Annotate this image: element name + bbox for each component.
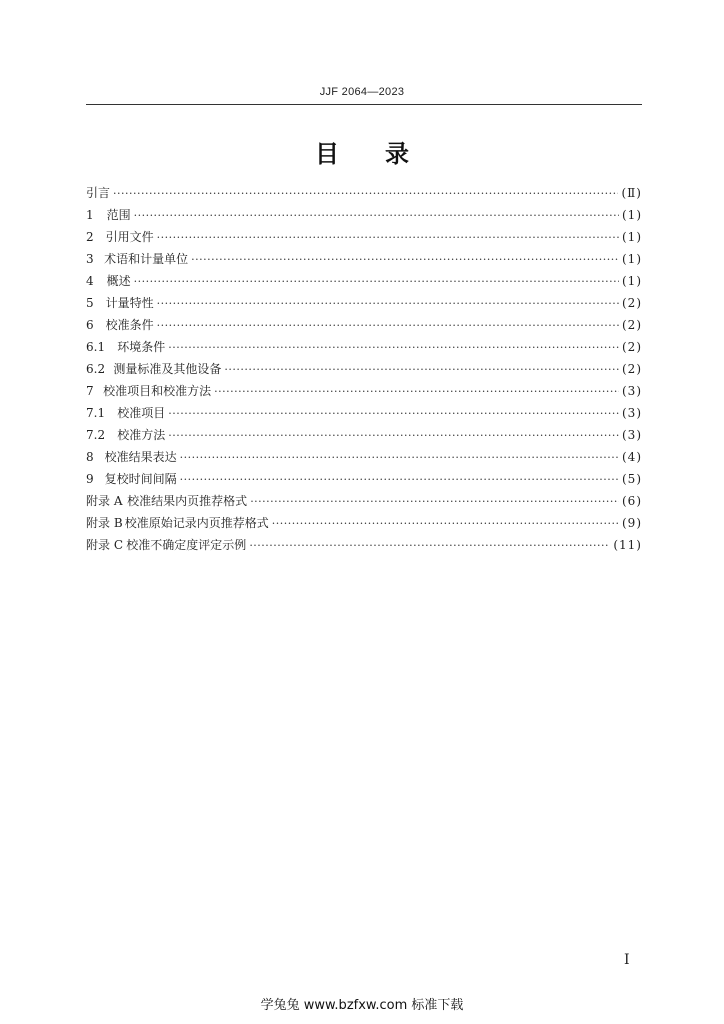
toc-dot-leader (250, 491, 619, 513)
title-char-1: 目 (315, 140, 339, 168)
toc-entry[interactable] (86, 490, 642, 512)
toc-entry[interactable] (86, 468, 642, 490)
standard-code: JJF 2064—2023 (319, 86, 405, 98)
toc-entry-number: 2 (86, 230, 94, 244)
toc-entry-page: (1) (622, 274, 642, 288)
toc-entry[interactable] (86, 534, 642, 556)
toc-entry-page: (2) (622, 340, 642, 354)
toc-entry-title: 校准项目 (117, 406, 166, 420)
table-of-contents (86, 182, 642, 556)
toc-dot-leader (113, 183, 618, 205)
toc-entry-number: 1 (86, 208, 94, 222)
toc-entry-title: 概述 (106, 274, 131, 288)
toc-entry-page: (11) (613, 538, 642, 552)
toc-entry-page: (5) (622, 472, 642, 486)
toc-entry-page: (1) (622, 252, 642, 266)
toc-dot-leader (157, 293, 619, 315)
toc-entry-title: 校准结果内页推荐格式 (127, 494, 248, 508)
header-divider (86, 104, 642, 105)
toc-dot-leader (180, 447, 619, 469)
toc-entry-number: 3 (86, 252, 94, 266)
toc-entry-title: 引用文件 (105, 230, 154, 244)
toc-entry-number: 附录 A (86, 494, 123, 508)
toc-dot-leader (168, 403, 619, 425)
toc-entry-number: 9 (86, 472, 94, 486)
toc-entry[interactable] (86, 446, 642, 468)
toc-entry-number: 附录 C (86, 538, 123, 552)
toc-dot-leader (214, 381, 619, 403)
toc-entry-page: (6) (622, 494, 642, 508)
toc-entry-title: 校准原始记录内页推荐格式 (124, 516, 269, 530)
toc-entry-title: 校准结果表达 (104, 450, 177, 464)
toc-entry-title: 术语和计量单位 (104, 252, 189, 266)
toc-entry[interactable] (86, 380, 642, 402)
toc-entry-page: (1) (622, 230, 642, 244)
toc-entry[interactable] (86, 248, 642, 270)
toc-entry[interactable] (86, 512, 642, 534)
toc-dot-leader (134, 205, 619, 227)
toc-entry-number: 6.1 (86, 340, 106, 354)
toc-entry-page: (2) (622, 318, 642, 332)
page-title (0, 134, 724, 169)
toc-dot-leader (168, 337, 619, 359)
toc-entry-page: (1) (622, 208, 642, 222)
toc-entry-page: (2) (622, 296, 642, 310)
watermark-text: 学兔兔 www.bzfxw.com 标准下载 (260, 998, 464, 1013)
toc-entry-number: 7 (86, 384, 94, 398)
toc-entry-page: (Ⅱ) (621, 186, 642, 200)
toc-entry-page: (2) (622, 362, 642, 376)
title-char-2: 录 (385, 140, 409, 168)
toc-dot-leader (224, 359, 619, 381)
toc-entry[interactable] (86, 182, 642, 204)
toc-dot-leader (157, 227, 619, 249)
toc-entry[interactable] (86, 402, 642, 424)
toc-entry-title: 校准方法 (117, 428, 166, 442)
toc-dot-leader (180, 469, 619, 491)
toc-entry-number: 6.2 (86, 362, 106, 376)
toc-entry-page: (9) (622, 516, 642, 530)
toc-entry[interactable] (86, 204, 642, 226)
toc-entry-title: 校准条件 (105, 318, 154, 332)
toc-entry-title: 引言 (86, 186, 111, 200)
toc-entry-number: 附录 B (86, 516, 123, 530)
toc-entry[interactable] (86, 424, 642, 446)
page-number: I (624, 952, 630, 968)
toc-dot-leader (168, 425, 619, 447)
toc-entry[interactable] (86, 336, 642, 358)
toc-dot-leader (191, 249, 619, 271)
toc-entry-title: 环境条件 (117, 340, 166, 354)
toc-entry-page: (3) (622, 384, 642, 398)
toc-entry-number: 7.1 (86, 406, 106, 420)
toc-dot-leader (272, 513, 619, 535)
toc-dot-leader (134, 271, 619, 293)
toc-entry[interactable] (86, 292, 642, 314)
toc-entry-number: 6 (86, 318, 94, 332)
toc-entry-title: 复校时间间隔 (104, 472, 177, 486)
toc-entry[interactable] (86, 358, 642, 380)
toc-entry-page: (4) (622, 450, 642, 464)
toc-entry-number: 5 (86, 296, 94, 310)
toc-entry-title: 计量特性 (105, 296, 154, 310)
toc-entry-number: 7.2 (86, 428, 106, 442)
toc-entry[interactable] (86, 314, 642, 336)
toc-entry-title: 校准不确定度评定示例 (126, 538, 247, 552)
toc-entry-number: 8 (86, 450, 94, 464)
toc-entry-title: 测量标准及其他设备 (113, 362, 222, 376)
toc-entry[interactable] (86, 226, 642, 248)
toc-dot-leader (157, 315, 619, 337)
toc-entry-title: 范围 (106, 208, 131, 222)
toc-dot-leader (249, 535, 610, 557)
toc-entry-number: 4 (86, 274, 94, 288)
toc-entry-page: (3) (622, 406, 642, 420)
toc-entry[interactable] (86, 270, 642, 292)
toc-entry-title: 校准项目和校准方法 (103, 384, 212, 398)
toc-entry-page: (3) (622, 428, 642, 442)
